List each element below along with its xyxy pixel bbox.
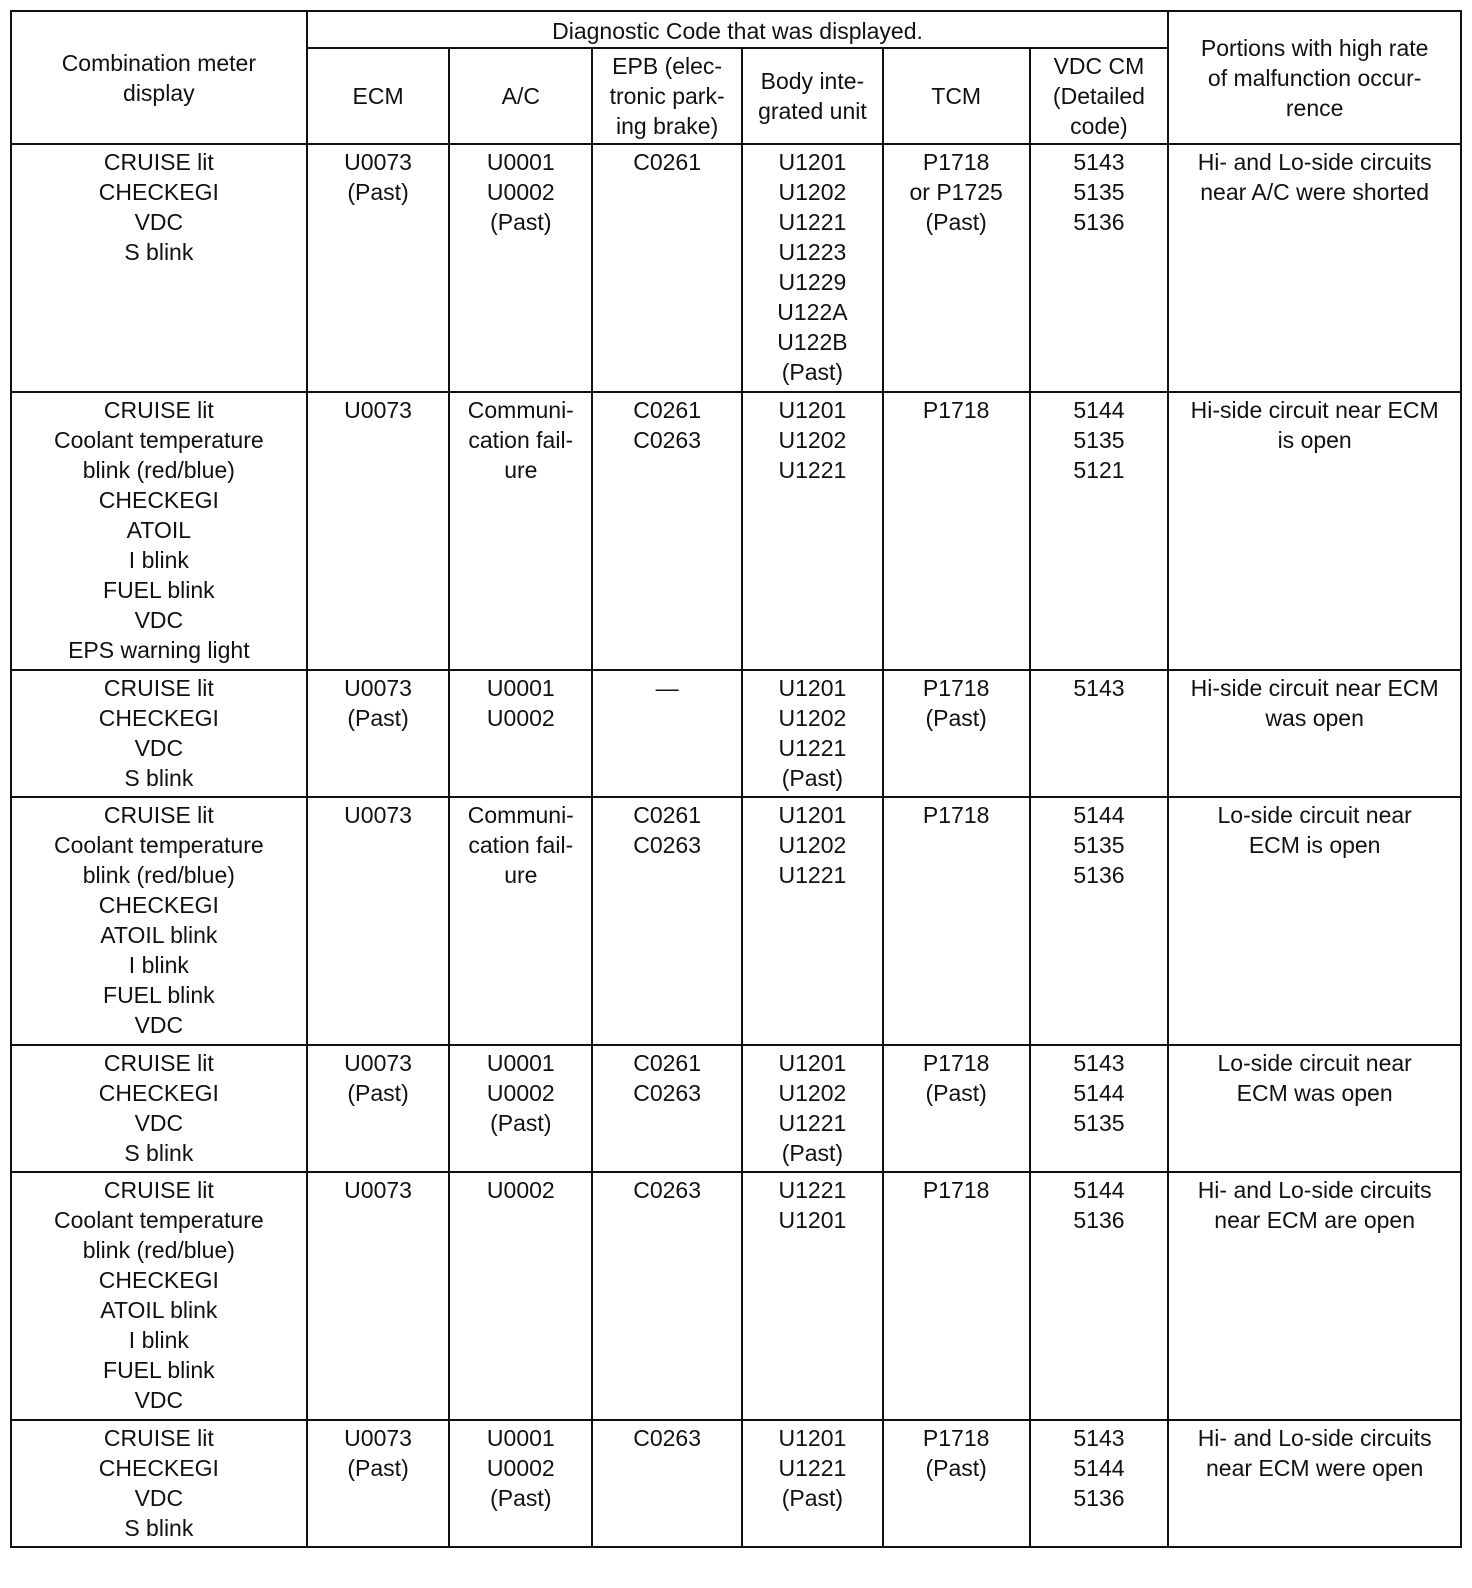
cell-vdc-cm: 5144 5135 5121 <box>1030 392 1169 670</box>
cell-ac: U0001 U0002 <box>449 670 592 797</box>
header-diagnostic-code-group: Diagnostic Code that was displayed. <box>307 11 1169 48</box>
cell-ecm: U0073 (Past) <box>307 1420 450 1547</box>
cell-portions: Lo-side circuit near ECM is open <box>1168 797 1461 1045</box>
header-vdc-cm: VDC CM (Detailed code) <box>1030 48 1169 144</box>
cell-body-integrated-unit: U1201 U1202 U1221 <box>742 797 883 1045</box>
cell-vdc-cm: 5144 5135 5136 <box>1030 797 1169 1045</box>
cell-meter-display: CRUISE lit CHECKEGI VDC S blink <box>11 670 307 797</box>
cell-vdc-cm: 5144 5136 <box>1030 1172 1169 1420</box>
header-ac: A/C <box>449 48 592 144</box>
cell-meter-display: CRUISE lit Coolant temperature blink (red/blue) CHECKEGI ATOIL blink I blink FUEL blink VDC <box>11 797 307 1045</box>
table-row <box>11 670 1461 797</box>
cell-body-integrated-unit: U1201 U1202 U1221 (Past) <box>742 1045 883 1172</box>
diagnostic-code-table <box>10 10 1462 1548</box>
cell-body-integrated-unit: U1201 U1221 (Past) <box>742 1420 883 1547</box>
cell-ecm: U0073 <box>307 1172 450 1420</box>
cell-meter-display: CRUISE lit CHECKEGI VDC S blink <box>11 1420 307 1547</box>
cell-ac: U0002 <box>449 1172 592 1420</box>
cell-body-integrated-unit: U1201 U1202 U1221 (Past) <box>742 670 883 797</box>
cell-portions: Hi-side circuit near ECM was open <box>1168 670 1461 797</box>
cell-epb: C0261 C0263 <box>592 1045 742 1172</box>
cell-epb: C0261 <box>592 144 742 392</box>
cell-epb: C0261 C0263 <box>592 392 742 670</box>
table-row <box>11 392 1461 670</box>
header-ecm: ECM <box>307 48 450 144</box>
header-row-top <box>11 11 1461 48</box>
cell-vdc-cm: 5143 <box>1030 670 1169 797</box>
cell-portions: Lo-side circuit near ECM was open <box>1168 1045 1461 1172</box>
header-body-integrated-unit: Body inte- grated unit <box>742 48 883 144</box>
cell-tcm: P1718 (Past) <box>883 1420 1030 1547</box>
cell-meter-display: CRUISE lit CHECKEGI VDC S blink <box>11 1045 307 1172</box>
cell-ecm: U0073 (Past) <box>307 670 450 797</box>
cell-ecm: U0073 (Past) <box>307 1045 450 1172</box>
cell-epb: — <box>592 670 742 797</box>
cell-ac: Communi- cation fail- ure <box>449 797 592 1045</box>
cell-tcm: P1718 <box>883 392 1030 670</box>
cell-tcm: P1718 (Past) <box>883 1045 1030 1172</box>
header-combination-meter-display: Combination meter display <box>11 11 307 144</box>
cell-meter-display: CRUISE lit CHECKEGI VDC S blink <box>11 144 307 392</box>
header-tcm: TCM <box>883 48 1030 144</box>
cell-portions: Hi- and Lo-side circuits near A/C were shorted <box>1168 144 1461 392</box>
cell-vdc-cm: 5143 5135 5136 <box>1030 144 1169 392</box>
table-row <box>11 144 1461 392</box>
cell-portions: Hi-side circuit near ECM is open <box>1168 392 1461 670</box>
cell-ac: U0001 U0002 (Past) <box>449 1045 592 1172</box>
cell-epb: C0263 <box>592 1172 742 1420</box>
cell-body-integrated-unit: U1221 U1201 <box>742 1172 883 1420</box>
cell-ecm: U0073 <box>307 797 450 1045</box>
header-epb: EPB (elec- tronic park- ing brake) <box>592 48 742 144</box>
cell-portions: Hi- and Lo-side circuits near ECM are open <box>1168 1172 1461 1420</box>
cell-body-integrated-unit: U1201 U1202 U1221 U1223 U1229 U122A U122B (Past) <box>742 144 883 392</box>
cell-ecm: U0073 <box>307 392 450 670</box>
cell-portions: Hi- and Lo-side circuits near ECM were open <box>1168 1420 1461 1547</box>
table-row <box>11 797 1461 1045</box>
cell-tcm: P1718 or P1725 (Past) <box>883 144 1030 392</box>
table-row <box>11 1172 1461 1420</box>
cell-meter-display: CRUISE lit Coolant temperature blink (red/blue) CHECKEGI ATOIL blink I blink FUEL blink VDC <box>11 1172 307 1420</box>
cell-epb: C0261 C0263 <box>592 797 742 1045</box>
cell-tcm: P1718 <box>883 1172 1030 1420</box>
cell-body-integrated-unit: U1201 U1202 U1221 <box>742 392 883 670</box>
cell-vdc-cm: 5143 5144 5135 <box>1030 1045 1169 1172</box>
cell-ac: U0001 U0002 (Past) <box>449 1420 592 1547</box>
table-row <box>11 1420 1461 1547</box>
cell-epb: C0263 <box>592 1420 742 1547</box>
cell-ac: U0001 U0002 (Past) <box>449 144 592 392</box>
cell-tcm: P1718 (Past) <box>883 670 1030 797</box>
table-row <box>11 1045 1461 1172</box>
cell-vdc-cm: 5143 5144 5136 <box>1030 1420 1169 1547</box>
cell-ecm: U0073 (Past) <box>307 144 450 392</box>
cell-tcm: P1718 <box>883 797 1030 1045</box>
header-portions-malfunction: Portions with high rate of malfunction occur- rence <box>1168 11 1461 144</box>
cell-ac: Communi- cation fail- ure <box>449 392 592 670</box>
cell-meter-display: CRUISE lit Coolant temperature blink (red/blue) CHECKEGI ATOIL I blink FUEL blink VDC EPS warning light <box>11 392 307 670</box>
